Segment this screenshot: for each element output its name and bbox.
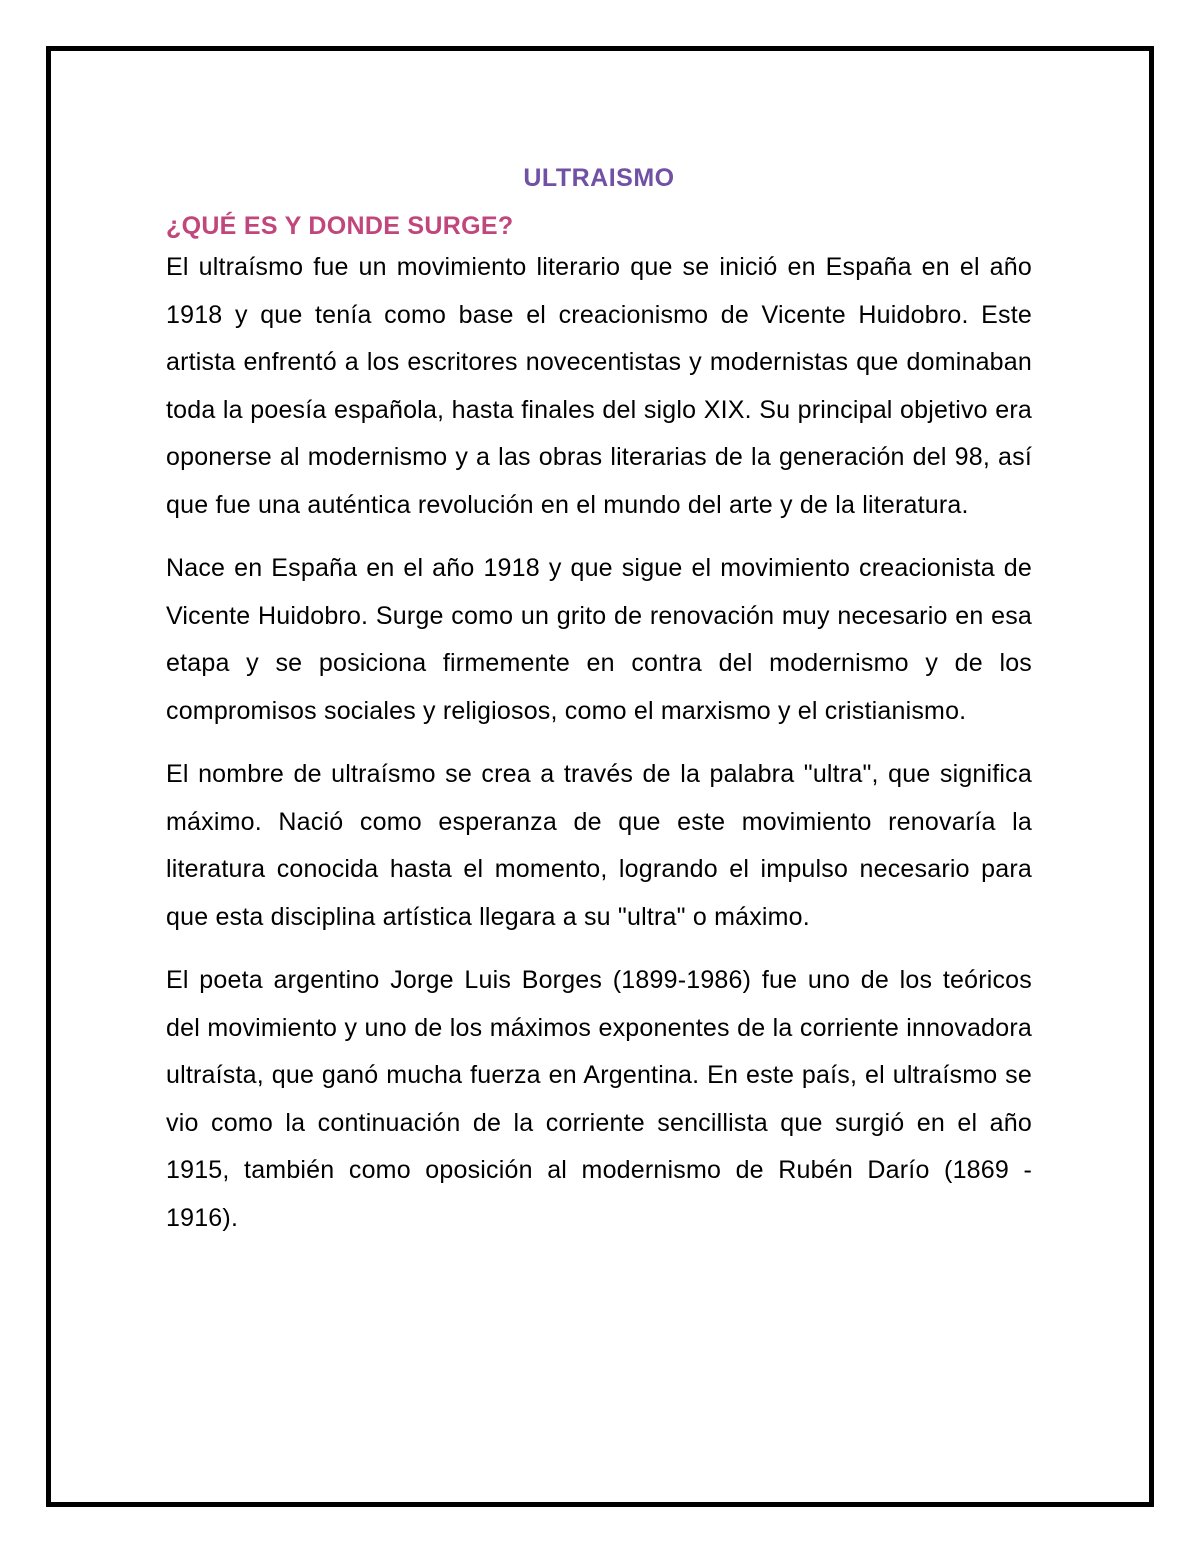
document-content	[166, 158, 1032, 1242]
paragraph-2: Nace en España en el año 1918 y que sigue el movimiento creacionista de Vicente Huidobro. Surge como un grito de renovación muy necesario en esa etapa y se posiciona firmemente en contra del modernismo y de los compromisos sociales y religiosos, como el marxismo y el cristianismo.	[166, 554, 1032, 725]
paragraph-4: El poeta argentino Jorge Luis Borges (1899-1986) fue uno de los teóricos del movimiento y uno de los máximos exponentes de la corriente innovadora ultraísta, que ganó mucha fuerza en Argentina. En este país, el ultraísmo se vio como la continuación de la corriente sencillista que surgió en el año 1915, también como oposición al modernismo de Rubén Darío (1869 - 1916).	[166, 966, 1032, 1232]
section-heading: ¿QUÉ ES Y DONDE SURGE?	[166, 212, 514, 240]
paragraph-3: El nombre de ultraísmo se crea a través de la palabra "ultra", que significa máximo. Nació como esperanza de que este movimiento renovaría la literatura conocida hasta el momento, logrando el impulso necesario para que esta disciplina artística llegara a su "ultra" o máximo.	[166, 760, 1032, 931]
document-title: ULTRAISMO	[523, 164, 675, 192]
paragraph-1: El ultraísmo fue un movimiento literario que se inició en España en el año 1918 y que tenía como base el creacionismo de Vicente Huidobro. Este artista enfrentó a los escritores novecentistas y modernistas que dominaban toda la poesía española, hasta finales del siglo XIX. Su principal objetivo era oponerse al modernismo y a las obras literarias de la generación del 98, así que fue una auténtica revolución en el mundo del arte y de la literatura.	[166, 253, 1032, 519]
